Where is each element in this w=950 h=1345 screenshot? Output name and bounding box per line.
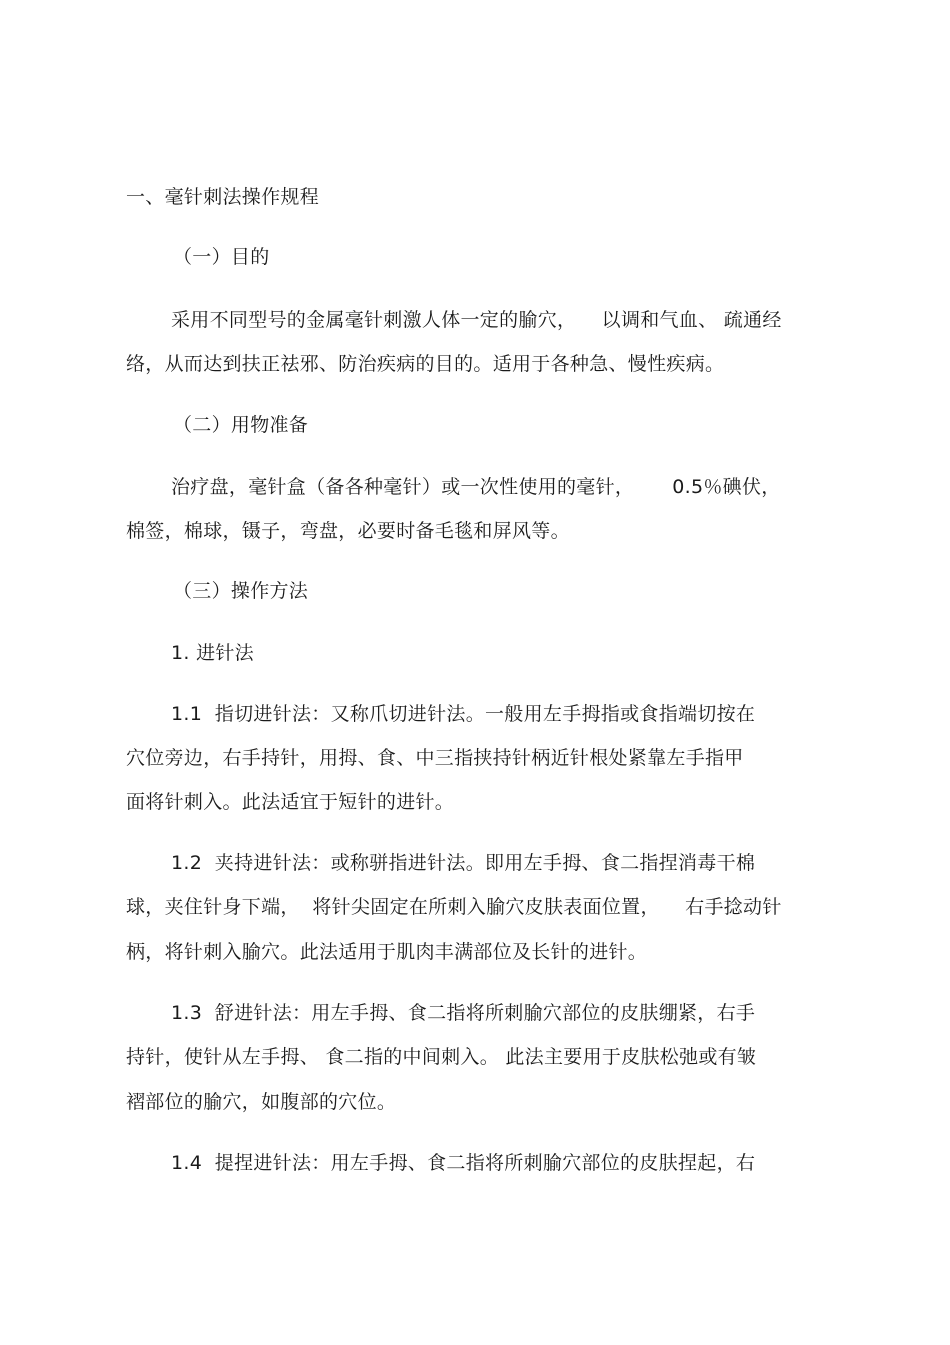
document-heading: 一、毫针刺法操作规程 [126, 186, 320, 208]
paragraph-line: 1.3 舒进针法：用左手拇、食二指将所刺腧穴部位的皮肤绷紧，右手 [171, 1002, 756, 1024]
paragraph-line: 治疗盘，毫针盒（备各种毫针）或一次性使用的毫针， 0.5％碘伏， [171, 476, 781, 498]
paragraph-line: 络，从而达到扶正祛邪、防治疾病的目的。适用于各种急、慢性疾病。 [126, 353, 725, 375]
paragraph-line: 穴位旁边，右手持针，用拇、食、中三指挟持针柄近针根处紧靠左手指甲 [126, 747, 744, 769]
paragraph-line: 褶部位的腧穴，如腹部的穴位。 [126, 1091, 397, 1113]
paragraph-line: 1.1 指切进针法：又称爪切进针法。一般用左手拇指或食指端切按在 [171, 703, 756, 725]
section-title-materials: （二）用物准备 [173, 414, 309, 436]
paragraph-line: 持针，使针从左手拇、 食二指的中间刺入。 此法主要用于皮肤松弛或有皱 [126, 1046, 757, 1068]
paragraph-line: 采用不同型号的金属毫针刺激人体一定的腧穴， 以调和气血、 疏通经 [171, 309, 782, 331]
section-title-procedure: （三）操作方法 [173, 580, 309, 602]
paragraph-line: 棉签，棉球，镊子，弯盘，必要时备毛毯和屏风等。 [126, 520, 570, 542]
paragraph-line: 1.2 夹持进针法：或称骈指进针法。即用左手拇、食二指捏消毒干棉 [171, 852, 756, 874]
paragraph-line: 面将针刺入。此法适宜于短针的进针。 [126, 791, 455, 813]
subsection-title: 1. 进针法 [171, 642, 254, 664]
paragraph-line: 球，夹住针身下端， 将针尖固定在所刺入腧穴皮肤表面位置， 右手捻动针 [126, 896, 782, 918]
paragraph-line: 1.4 提捏进针法：用左手拇、食二指将所刺腧穴部位的皮肤捏起，右 [171, 1152, 756, 1174]
section-title-purpose: （一）目的 [173, 246, 270, 268]
paragraph-line: 柄，将针刺入腧穴。此法适用于肌肉丰满部位及长针的进针。 [126, 941, 648, 963]
